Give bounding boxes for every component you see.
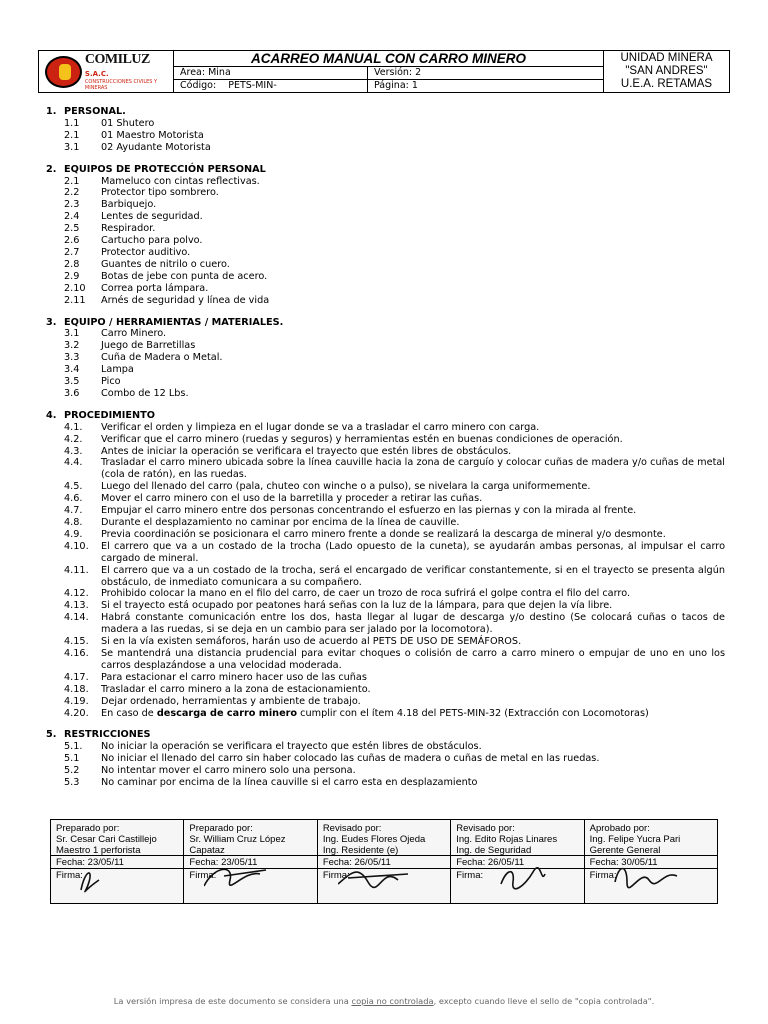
list-item <box>0 247 768 259</box>
item-number: 4.17. <box>64 671 89 683</box>
list-item <box>0 753 768 765</box>
item-number: 4.6. <box>64 493 83 505</box>
list-item <box>0 422 768 434</box>
signature-label: Firma: <box>589 870 617 881</box>
item-number: 3.1 <box>64 141 80 153</box>
list-item <box>0 364 768 376</box>
item-text: Lampa <box>101 364 134 376</box>
item-text: Carro Minero. <box>101 328 167 340</box>
list-item <box>0 223 768 235</box>
company-subtitle: CONSTRUCCIONES CIVILES Y MINERAS <box>84 79 158 91</box>
signature-block <box>318 820 451 903</box>
signature-date: Fecha: 30/05/11 <box>585 856 717 869</box>
item-text: Habrá constante comunicación entre los dos, hasta llegar al lugar de descarga y/o destino (Se colocará cuñas o tacos de madera a las ruedas, si se deja en un cambio para ser jalado por la locomotora). <box>101 612 725 636</box>
uncontrolled-copy-link: copia no controlada <box>351 996 434 1006</box>
item-text: No intentar mover el carro minero solo una persona. <box>101 765 356 777</box>
item-text: Mameluco con cintas reflectivas. <box>101 175 260 187</box>
signature-block <box>585 820 717 903</box>
item-text: Durante el desplazamiento no caminar por encima de la línea de cauville. <box>101 517 460 528</box>
list-item <box>0 517 768 529</box>
list-item <box>0 352 768 364</box>
area-field: Área: Mina <box>174 67 368 79</box>
list-item <box>0 295 768 307</box>
item-number: 4.3. <box>64 445 83 457</box>
item-number: 4.11. <box>64 564 89 576</box>
code-field: Código: PETS-MIN- <box>174 80 368 92</box>
signature-date: Fecha: 23/05/11 <box>51 856 183 869</box>
list-item <box>0 283 768 295</box>
item-text: Para estacionar el carro minero hacer uso de las cuñas <box>101 671 367 683</box>
signer-title: Ing. Residente (e) <box>322 845 399 856</box>
item-text: Cuña de Madera o Metal. <box>101 352 223 364</box>
item-text: Verificar que el carro minero (ruedas y seguros) y herramientas estén en buenas condiciones de operación. <box>101 433 623 445</box>
list-item <box>0 176 768 188</box>
list-item <box>0 118 768 130</box>
list-item <box>0 259 768 271</box>
item-number: 4.10. <box>64 540 89 552</box>
signature-role: Preparado por: <box>189 823 253 834</box>
signer-title: Capataz <box>189 845 225 856</box>
signer-title: Ing. de Seguridad <box>456 845 532 856</box>
signer-name: Sr. Cesar Cari Castillejo <box>56 834 157 845</box>
item-number: 5.1. <box>64 741 83 753</box>
section-title: 4. PROCEDIMIENTO <box>46 409 155 421</box>
item-text: 01 Shutero <box>101 117 155 129</box>
signature-label: Firma: <box>456 870 484 881</box>
handwritten-signature-icon <box>71 860 161 900</box>
item-number: 4.4. <box>64 457 83 469</box>
item-text: No caminar por encima de la línea cauville si el carro esta en desplazamiento <box>101 777 478 789</box>
list-item <box>0 446 768 458</box>
item-number: 4.8. <box>64 517 83 528</box>
item-text: Barbiquejo. <box>101 199 157 211</box>
item-text: Arnés de seguridad y línea de vida <box>101 294 270 306</box>
section-title: 5. RESTRICCIONES <box>46 729 151 741</box>
signature-block <box>451 820 584 903</box>
signature-label: Firma: <box>322 870 350 881</box>
list-item <box>0 588 768 600</box>
item-number: 2.11 <box>64 294 86 306</box>
section-title: 2. EQUIPOS DE PROTECCIÓN PERSONAL <box>46 163 266 175</box>
handwritten-signature-icon <box>471 860 561 900</box>
list-item <box>0 271 768 283</box>
section-title: 1. PERSONAL. <box>46 106 126 117</box>
list-item <box>0 434 768 446</box>
list-item <box>0 376 768 388</box>
signature-table <box>50 819 718 904</box>
item-number: 5.2 <box>64 765 80 777</box>
item-number: 2.6 <box>64 235 80 247</box>
item-text: No iniciar el llenado del carro sin haber colocado las cuñas de madera o cuñas de metal en las ruedas. <box>101 753 600 765</box>
item-number: 4.1. <box>64 421 83 433</box>
item-text: Respirador. <box>101 223 156 235</box>
item-number: 1.1 <box>64 117 80 129</box>
item-number: 3.1 <box>64 328 80 340</box>
item-number: 2.9 <box>64 270 80 282</box>
item-text: Trasladar el carro minero a la zona de estacionamiento. <box>101 683 371 695</box>
mining-unit: UNIDAD MINERA "SAN ANDRES" U.E.A. RETAMAS <box>620 52 713 90</box>
handwritten-signature-icon <box>605 860 695 900</box>
item-number: 2.7 <box>64 246 80 258</box>
company-suffix: S.A.C. <box>84 70 109 78</box>
list-item <box>0 529 768 541</box>
signature-role: Revisado por: <box>456 823 515 834</box>
list-item <box>0 612 768 636</box>
section-title: 3. EQUIPO / HERRAMIENTAS / MATERIALES. <box>46 316 284 328</box>
signer-title: Gerente General <box>589 845 661 856</box>
logo-emblem-icon <box>45 56 82 88</box>
item-number: 4.12. <box>64 588 89 600</box>
item-text: Previa coordinación se posicionara el carro minero frente a donde se realizará la descarga de mineral y/o desmonte. <box>101 528 666 540</box>
item-number: 2.3 <box>64 199 80 211</box>
signer-title: Maestro 1 perforista <box>56 845 141 856</box>
company-name: COMILUZ <box>84 52 150 67</box>
list-item <box>0 672 768 684</box>
document-title: ACARREO MANUAL CON CARRO MINERO <box>174 51 603 67</box>
item-number: 4.7. <box>64 505 83 517</box>
list-item <box>0 505 768 517</box>
item-text: Empujar el carro minero entre dos personas concentrando el esfuerzo en las piernas y con la mirada al frente. <box>101 505 637 517</box>
signer-name: Ing. Edito Rojas Linares <box>456 834 558 845</box>
item-number: 4.20. <box>64 707 89 719</box>
list-item <box>0 235 768 247</box>
signature-date: Fecha: 23/05/11 <box>184 856 316 869</box>
list-item <box>0 187 768 199</box>
item-number: 3.2 <box>64 340 80 352</box>
item-number: 2.8 <box>64 258 80 270</box>
item-number: 4.16. <box>64 647 89 659</box>
list-item <box>0 636 768 648</box>
item-number: 3.3 <box>64 352 80 364</box>
signer-name: Ing. Eudes Flores Ojeda <box>322 834 426 845</box>
item-text: El carrero que va a un costado de la trocha, será el encargado de verificar constantemente, si en el trayecto se presenta algún obstáculo, de inmediato comunicara a su compañero. <box>101 564 725 588</box>
item-text: Lentes de seguridad. <box>101 211 203 223</box>
list-item <box>0 708 768 720</box>
handwritten-signature-icon <box>338 860 428 900</box>
list-item <box>0 648 768 672</box>
list-item <box>0 388 768 400</box>
item-number: 2.4 <box>64 211 80 223</box>
item-number: 2.1 <box>64 129 80 141</box>
item-number: 2.10 <box>64 282 86 294</box>
item-number: 4.18. <box>64 683 89 695</box>
list-item <box>0 600 768 612</box>
item-text: Cartucho para polvo. <box>101 235 203 247</box>
item-text: Si el trayecto está ocupado por peatones hará señas con la luz de la lámpara, para que dejen la vía libre. <box>101 600 613 612</box>
list-item <box>0 199 768 211</box>
company-logo <box>39 51 174 92</box>
list-item <box>0 211 768 223</box>
item-number: 4.19. <box>64 695 89 707</box>
item-text: 01 Maestro Motorista <box>101 129 204 141</box>
list-item <box>0 481 768 493</box>
item-text: Prohibido colocar la mano en el filo del carro, de caer un trozo de roca sufrirá el golpe contra el filo del carro. <box>101 588 631 600</box>
item-text: Protector tipo sombrero. <box>101 187 219 199</box>
signature-date: Fecha: 26/05/11 <box>318 856 450 869</box>
item-text: Combo de 12 Lbs. <box>101 387 189 399</box>
list-item <box>0 777 768 789</box>
version-field: Versión: 2 <box>374 67 422 78</box>
item-text: Guantes de nitrilo o cuero. <box>101 258 230 270</box>
item-text: Si en la vía existen semáforos, harán uso de acuerdo al PETS DE USO DE SEMÁFOROS. <box>101 636 522 648</box>
signature-label: Firma: <box>189 870 217 881</box>
item-number: 4.13. <box>64 600 89 612</box>
item-text: Pico <box>101 376 121 388</box>
item-text: No iniciar la operación se verificara el trayecto que estén libres de obstáculos. <box>101 741 482 753</box>
item-text: Luego del llenado del carro (pala, chuteo con winche o a pulso), se nivelara la carga uniformemente. <box>101 481 591 493</box>
item-number: 3.6 <box>64 387 80 399</box>
item-text: Dejar ordenado, herramientas y ambiente de trabajo. <box>101 695 361 707</box>
item-text: Antes de iniciar la operación se verificara el trayecto que estén libres de obstáculos. <box>101 445 512 457</box>
item-number: 4.5. <box>64 481 83 493</box>
list-item <box>0 684 768 696</box>
item-number: 5.3 <box>64 777 80 789</box>
list-item <box>0 328 768 340</box>
item-number: 4.9. <box>64 528 83 540</box>
list-item <box>0 340 768 352</box>
document-body <box>0 106 768 789</box>
signature-role: Revisado por: <box>322 823 382 834</box>
item-text: 02 Ayudante Motorista <box>101 141 211 153</box>
item-text: Protector auditivo. <box>101 246 191 258</box>
item-text: Verificar el orden y limpieza en el lugar donde se va a trasladar el carro minero con carga. <box>101 421 540 433</box>
footer-note: La versión impresa de este documento se considera una copia no controlada, excepto cuando lleve el sello de "copia controlada". <box>113 996 655 1006</box>
item-text: En caso de descarga de carro minero cumplir con el ítem 4.18 del PETS-MIN-32 (Extracción con Locomotoras) <box>101 707 649 719</box>
list-item <box>0 457 768 481</box>
item-number: 4.15. <box>64 636 89 648</box>
item-number: 3.5 <box>64 376 80 388</box>
signature-role: Aprobado por: <box>589 823 650 834</box>
page-field: Página: 1 <box>374 80 418 91</box>
list-item <box>0 493 768 505</box>
list-item <box>0 541 768 565</box>
item-number: 4.2. <box>64 433 83 445</box>
signer-name: Sr. William Cruz López <box>189 834 286 845</box>
document-header <box>38 50 730 93</box>
item-number: 2.2 <box>64 187 80 199</box>
item-number: 5.1 <box>64 753 80 765</box>
list-item <box>0 130 768 142</box>
signature-role: Preparado por: <box>56 823 120 834</box>
item-text: Trasladar el carro minero ubicada sobre la línea cauville hacia la zona de carguío y colocar cuñas de madera y/o cuñas de metal (cola de ratón), en las ruedas. <box>101 457 725 481</box>
list-item <box>0 565 768 589</box>
item-number: 2.5 <box>64 223 80 235</box>
list-item <box>0 696 768 708</box>
signature-label: Firma: <box>56 870 83 881</box>
item-text: Mover el carro minero con el uso de la barretilla y proceder a retirar las cuñas. <box>101 493 483 505</box>
list-item <box>0 142 768 154</box>
handwritten-signature-icon <box>204 860 294 900</box>
item-number: 3.4 <box>64 364 80 376</box>
item-number: 4.14. <box>64 612 89 624</box>
item-text: Se mantendrá una distancia prudencial para evitar choques o colisión de carro a carro minero o empujar de uno en uno los carros desplazándose a una velocidad moderada. <box>101 647 725 671</box>
item-text: Botas de jebe con punta de acero. <box>101 270 268 282</box>
signer-name: Ing. Felipe Yucra Pari <box>589 834 681 845</box>
item-text: Juego de Barretillas <box>101 340 196 352</box>
signature-block <box>51 820 184 903</box>
item-number: 2.1 <box>64 175 80 187</box>
signature-block <box>184 820 317 903</box>
list-item <box>0 765 768 777</box>
list-item <box>0 741 768 753</box>
item-text: El carrero que va a un costado de la trocha (Lado opuesto de la cuneta), se ayudarán ambas personas, al impulsar el carro cargado de mineral. <box>101 540 725 564</box>
signature-date: Fecha: 26/05/11 <box>451 856 583 869</box>
item-text: Correa porta lámpara. <box>101 282 209 294</box>
